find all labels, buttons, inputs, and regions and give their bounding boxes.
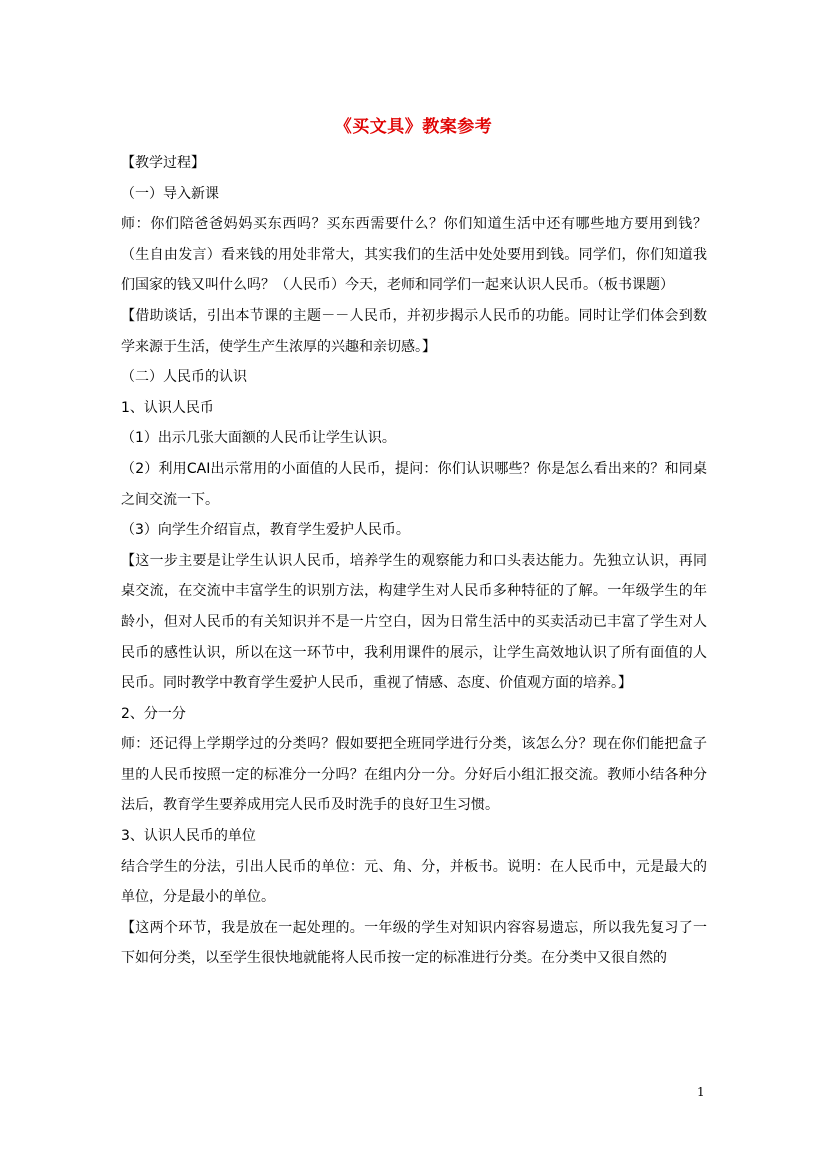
paragraph: （2）利用CAI出示常用的小面值的人民币，提问：你们认识哪些？你是怎么看出来的？和同桌之间交流一下。	[121, 460, 707, 508]
paragraph: 【这两个环节，我是放在一起处理的。一年级的学生对知识内容容易遗忘，所以我先复习了一下如何分类，以至学生很快地就能将人民币按一定的标准进行分类。在分类中又很自然的	[121, 919, 707, 967]
item-heading: 2、分一分	[121, 705, 186, 722]
paragraph: 师：你们陪爸爸妈妈买东西吗？买东西需要什么？你们知道生活中还有哪些地方要用到钱？（生自由发言）看来钱的用处非常大，其实我们的生活中处处要用到钱。同学们，你们知道我们国家的钱又叫什么吗？（人民币）今天，老师和同学们一起来认识人民币。（板书课题）	[121, 216, 707, 294]
document-title: 《买文具》教案参考	[334, 117, 493, 137]
paragraph: 【这一步主要是让学生认识人民币，培养学生的观察能力和口头表达能力。先独立认识，再同桌交流，在交流中丰富学生的识别方法，构建学生对人民币多种特征的了解。一年级学生的年龄小，但对人民币的有关知识并不是一片空白，因为日常生活中的买卖活动已丰富了学生对人民币的感性认识，所以在这一环节中，我利用课件的展示，让学生高效地认识了所有面值的人民币。同时教学中教育学生爱护人民币，重视了情感、态度、价值观方面的培养。】	[121, 552, 707, 692]
paragraph: （1）出示几张大面额的人民币让学生认识。	[121, 430, 396, 447]
page-number: 1	[697, 1085, 705, 1099]
paragraph: 师：还记得上学期学过的分类吗？假如要把全班同学进行分类，该怎么分？现在你们能把盒子里的人民币按照一定的标准分一分吗？在组内分一分。分好后小组汇报交流。教师小结各种分法后，教育学生要养成用完人民币及时洗手的良好卫生习惯。	[121, 736, 707, 814]
item-heading: 1、认识人民币	[121, 399, 214, 416]
subsection-heading: （二）人民币的认识	[121, 369, 247, 386]
document-body	[121, 148, 707, 974]
item-heading: 3、认识人民币的单位	[121, 828, 256, 845]
paragraph: 【借助谈话，引出本节课的主题－－人民币，并初步揭示人民币的功能。同时让学们体会到数学来源于生活，使学生产生浓厚的兴趣和亲切感。】	[121, 307, 707, 355]
subsection-heading: （一）导入新课	[121, 185, 219, 202]
paragraph: 结合学生的分法，引出人民币的单位：元、角、分，并板书。说明：在人民币中，元是最大的单位，分是最小的单位。	[121, 858, 707, 906]
section-heading: 【教学过程】	[121, 155, 205, 171]
paragraph: （3）向学生介绍盲点，教育学生爱护人民币。	[121, 522, 410, 539]
